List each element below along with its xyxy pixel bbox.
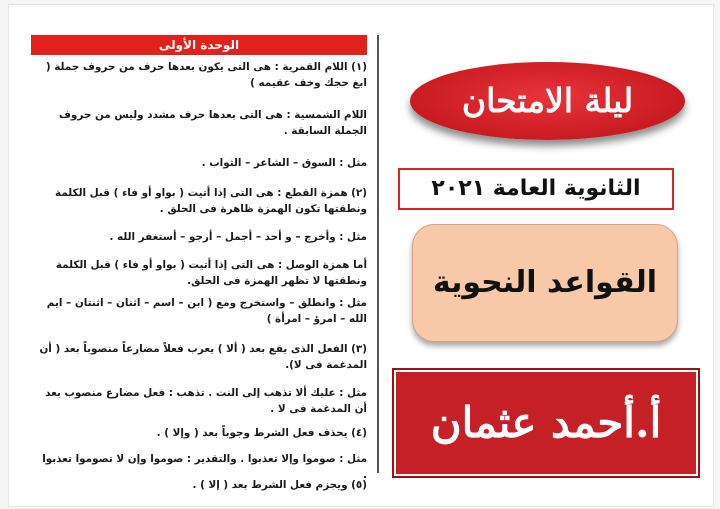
rules-list: [35, 59, 367, 497]
list-item: مثل : وأخرج – و أحد – أجمل – أرجو – أستغفر الله .: [109, 231, 367, 243]
list-item: مثل : صوموا وإلا تعذبوا . والتقدير : صوموا وإن لا تصوموا تعذبوا .: [42, 453, 367, 481]
page-sheet: [8, 4, 714, 507]
rules-column: [31, 35, 379, 491]
exam-night-badge: ليلة الامتحان: [410, 62, 685, 140]
list-item: (١) اللام القمرية : هى التى يكون بعدها حرف من حروف جملة ( ابغ حجك وخف عقيمه ): [45, 61, 367, 89]
list-item: (٢) همزة القطع : هى التى إذا أتيت ( بواو أو فاء ) قبل الكلمة ونطقتها تكون الهمزة ظاهرة فى الحلق .: [55, 187, 367, 215]
list-item: مثل : وانطلق – واستخرج ومع ( ابن – اسم – اثنان – اثنتان – ايم الله – امرؤ – امرأة ): [46, 297, 367, 325]
subject-title: القواعد النحوية: [412, 224, 678, 342]
list-item: مثل : عليك ألا تذهب إلى النت . تذهب : فعل مضارع منصوب بعد أن المدغمة فى لا .: [45, 387, 367, 415]
unit-title: الوحدة الأولى: [31, 35, 367, 55]
grade-banner: الثانوية العامة ٢٠٢١: [398, 168, 674, 210]
list-item: (٥) ويجزم فعل الشرط بعد ( إلا ) .: [192, 479, 367, 491]
list-item: اللام الشمسية : هى التى بعدها حرف مشدد وليس من حروف الجملة السابقة .: [58, 109, 367, 137]
list-item: (٣) الفعل الذى يقع بعد ( ألا ) يعرب فعلاً مضارعاً منصوباً بعد ( أن المدغمة فى لا).: [39, 343, 367, 371]
list-item: (٤) يحذف فعل الشرط وجوباً بعد ( وإلا ) .: [156, 427, 367, 439]
list-item: مثل : السوق – الشاعر – الثواب .: [201, 157, 367, 169]
author-name: أ.أحمد عثمان: [394, 370, 698, 476]
list-item: أما همزة الوصل : هى التى إذا أتيت ( بواو أو فاء ) قبل الكلمة ونطقتها لا تظهر الهمزة فى الحلق.: [55, 259, 367, 287]
